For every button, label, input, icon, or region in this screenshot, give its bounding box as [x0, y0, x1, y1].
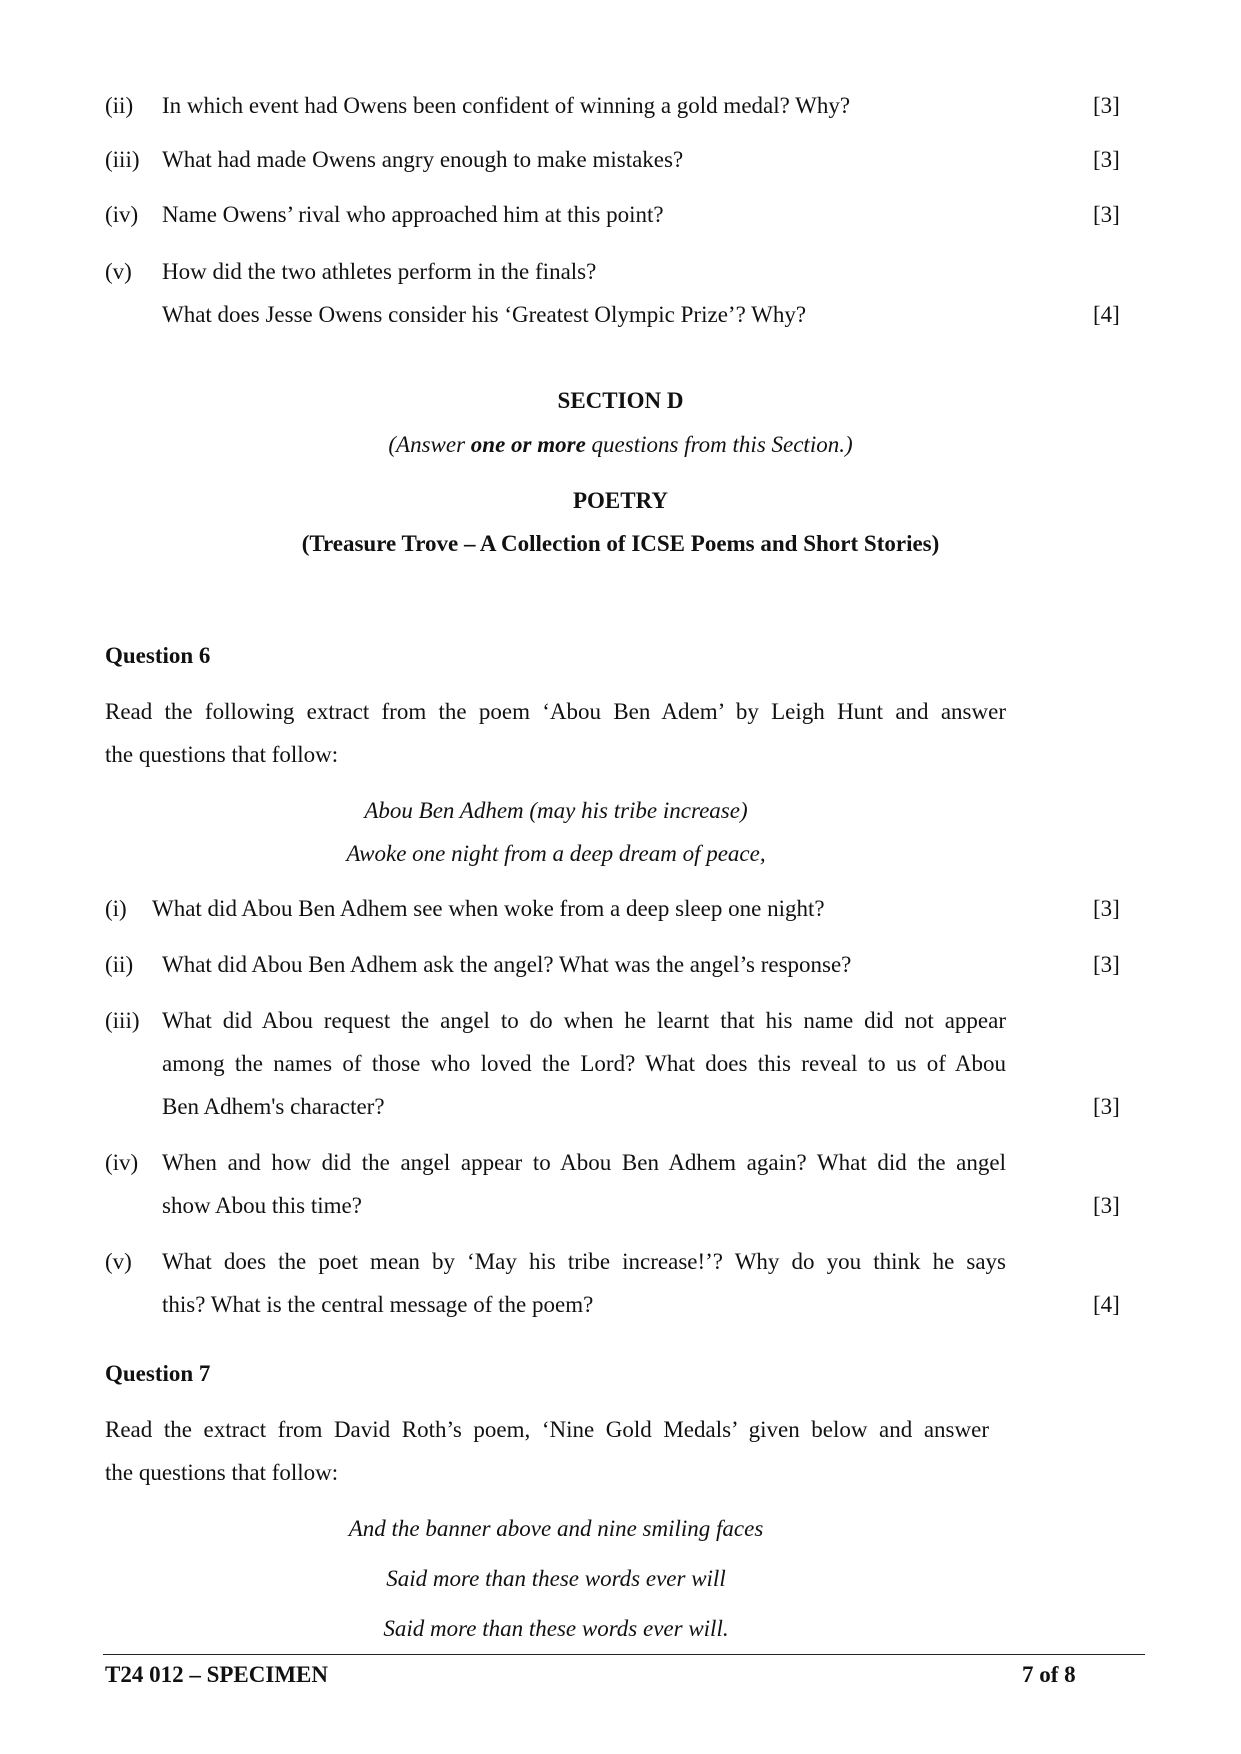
marks-label: [3] [1093, 952, 1120, 977]
question-intro: the questions that follow: [105, 1460, 339, 1485]
marks-label: [3] [1093, 896, 1120, 921]
poem-extract-line: Abou Ben Adhem (may his tribe increase) [364, 798, 748, 823]
marks-label: [3] [1093, 1094, 1120, 1119]
question-number: (iii) [105, 1008, 140, 1033]
poem-extract-line: Said more than these words ever will. [383, 1616, 729, 1641]
section-subject: POETRY [572, 488, 669, 513]
question-text: among the names of those who loved the Lord? What does this reveal to us of Abou [162, 1051, 1006, 1076]
question-number: (iv) [105, 202, 139, 227]
marks-label: [4] [1093, 1292, 1120, 1317]
question-text: What does Jesse Owens consider his ‘Greatest Olympic Prize’? Why? [162, 302, 807, 327]
question-text: Ben Adhem's character? [162, 1094, 385, 1119]
question-number: (v) [105, 1249, 132, 1274]
question-number: (ii) [105, 952, 134, 977]
question-intro: the questions that follow: [105, 742, 339, 767]
marks-label: [4] [1093, 302, 1120, 327]
question-text: When and how did the angel appear to Abou Ben Adhem again? What did the angel [162, 1150, 1006, 1175]
question-text: show Abou this time? [162, 1193, 362, 1218]
marks-label: [3] [1093, 93, 1120, 118]
question-number: (iv) [105, 1150, 139, 1175]
question-number: (v) [105, 259, 132, 284]
section-book: (Treasure Trove – A Collection of ICSE Poems and Short Stories) [301, 531, 940, 556]
question-number: (ii) [105, 93, 134, 118]
footer-divider [103, 1654, 1145, 1655]
page-number: 7 of 8 [1022, 1662, 1076, 1687]
question-number: (iii) [105, 147, 140, 172]
paper-code: T24 012 – SPECIMEN [105, 1662, 328, 1687]
question-heading: Question 6 [105, 643, 211, 668]
marks-label: [3] [1093, 147, 1120, 172]
question-text: How did the two athletes perform in the finals? [162, 259, 597, 284]
question-number: (i) [105, 896, 127, 921]
question-text: In which event had Owens been confident of winning a gold medal? Why? [162, 93, 851, 118]
question-text: What did Abou request the angel to do when he learnt that his name did not appear [162, 1008, 1006, 1033]
poem-extract-line: Said more than these words ever will [386, 1566, 726, 1591]
poem-extract-line: And the banner above and nine smiling faces [348, 1516, 764, 1541]
question-heading: Question 7 [105, 1361, 211, 1386]
section-instruction: (Answer one or more questions from this Section.) [388, 432, 853, 457]
marks-label: [3] [1093, 1193, 1120, 1218]
question-text: What did Abou Ben Adhem ask the angel? What was the angel’s response? [162, 952, 852, 977]
question-text: What did Abou Ben Adhem see when woke from a deep sleep one night? [152, 896, 825, 921]
question-text: What does the poet mean by ‘May his tribe increase!’? Why do you think he says [162, 1249, 1006, 1274]
question-text: Name Owens’ rival who approached him at this point? [162, 202, 664, 227]
question-text: What had made Owens angry enough to make mistakes? [162, 147, 684, 172]
marks-label: [3] [1093, 202, 1120, 227]
question-intro: Read the extract from David Roth’s poem, ‘Nine Gold Medals’ given below and answer [105, 1417, 989, 1442]
section-title: SECTION D [557, 388, 684, 413]
question-text: this? What is the central message of the poem? [162, 1292, 594, 1317]
question-intro: Read the following extract from the poem ‘Abou Ben Adem’ by Leigh Hunt and answer [105, 699, 1006, 724]
poem-extract-line: Awoke one night from a deep dream of peace, [346, 841, 766, 866]
